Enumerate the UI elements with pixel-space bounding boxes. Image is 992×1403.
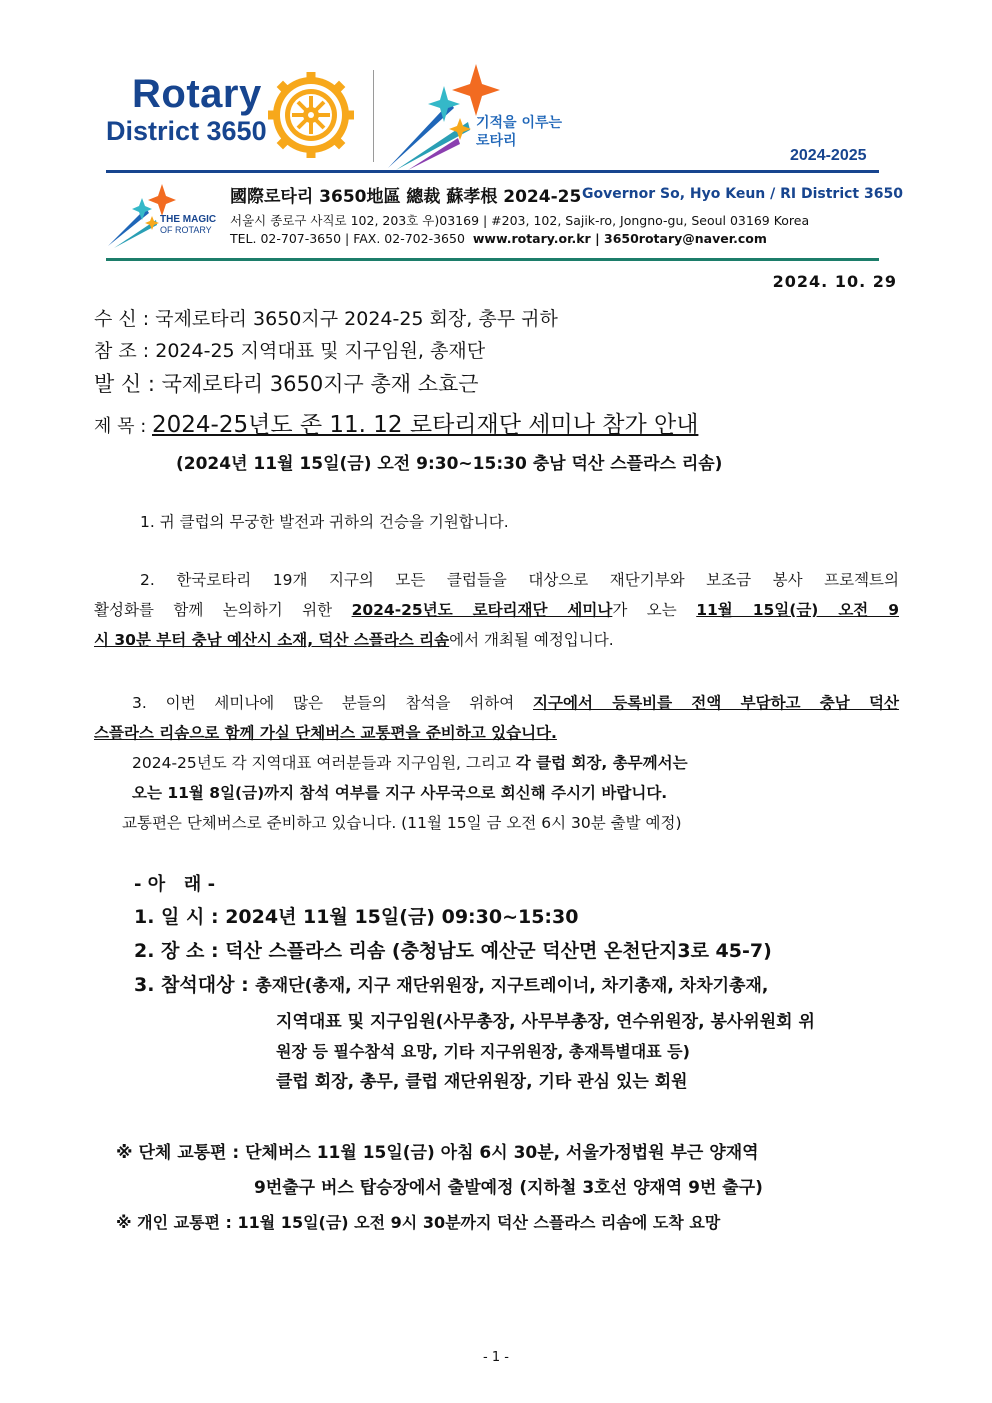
attendees-label: 3. 참석대상 : <box>134 974 256 996</box>
p2-l2-c: 가 오는 <box>612 601 697 619</box>
header-top-rule <box>106 170 879 173</box>
magic-line2: OF ROTARY <box>160 225 212 235</box>
subject-label: 제 목 : <box>94 416 153 437</box>
address: 서울시 종로구 사직로 102, 203호 우)03169 | #203, 102, Sajik-ro, Jongno-gu, Seoul 03169 Korea <box>230 213 810 228</box>
header-divider <box>373 70 374 162</box>
magic-line1: THE MAGIC <box>160 214 217 225</box>
group-transport-line2: 9번출구 버스 탑승장에서 출발예정 (지하철 3호선 양재역 9번 출구) <box>254 1178 763 1198</box>
p2-line2 <box>94 595 899 625</box>
p2-line1: 2. 한국로타리 19개 지구의 모든 클럽들을 대상으로 재단기부와 보조금 봉사 프로젝트의 <box>140 571 899 589</box>
phone-fax: TEL. 02-707-3650 | FAX. 02-702-3650 <box>230 231 465 246</box>
web-email: www.rotary.or.kr | 3650rotary@naver.com <box>472 231 767 246</box>
rotary-wheel-icon <box>268 72 354 158</box>
slogan-line1: 기적을 이루는 <box>476 115 563 131</box>
governor-name: Governor So, Hyo Keun / RI District 3650 <box>582 186 903 202</box>
p3-line5: 교통편은 단체버스로 준비하고 있습니다. (11월 15일 금 오전 6시 30분 출발 예정) <box>122 814 682 832</box>
subject-subtitle: (2024년 11월 15일(금) 오전 9:30~15:30 충남 덕산 스플라스 리솜) <box>176 454 723 474</box>
district-label: District 3650 <box>106 116 267 146</box>
p2-l2-a: 활성화를 함께 논의하기 위한 <box>94 601 352 619</box>
p3-l1-a: 3. 이번 세미나에 많은 분들의 참석을 위하여 <box>132 694 534 712</box>
magic-of-rotary-label <box>160 214 216 236</box>
doc-date: 2024. 10. 29 <box>772 272 897 291</box>
org-name: 國際로타리 3650地區 總裁 蘇孝根 2024-25 <box>230 187 582 207</box>
rotary-wordmark: Rotary <box>132 72 262 116</box>
item-attendees <box>134 970 768 997</box>
p2-l2-d: 11월 15일(금) 오전 9 <box>696 601 900 619</box>
below-heading: - 아 래 - <box>134 874 216 895</box>
header-bottom-rule <box>106 258 879 261</box>
paragraph-2 <box>94 565 899 655</box>
attendees-line3: 원장 등 필수참석 요망, 기타 지구위원장, 총재특별대표 등) <box>276 1042 690 1061</box>
reference: 참 조 : 2024-25 지역대표 및 지구임원, 총재단 <box>94 340 486 362</box>
paragraph-1: 1. 귀 클럽의 무궁한 발전과 귀하의 건승을 기원합니다. <box>140 513 509 531</box>
p3-line4: 오는 11월 8일(금)까지 참석 여부를 지구 사무국으로 회신해 주시기 바랍니다. <box>132 784 668 802</box>
attendees-more <box>276 1007 815 1097</box>
p3-line3 <box>94 748 899 778</box>
slogan-line2: 로타리 <box>476 133 517 149</box>
p3-l1-b: 지구에서 등록비를 전액 부담하고 충남 덕산 <box>533 694 899 712</box>
group-transport-line1: ※ 단체 교통편 : 단체버스 11월 15일(금) 아침 6시 30분, 서울가정법원 부근 양재역 <box>116 1143 759 1163</box>
contact-line <box>230 231 767 246</box>
slogan <box>476 114 562 150</box>
paragraph-3 <box>94 688 899 838</box>
attendees-line2: 지역대표 및 지구임원(사무총장, 사무부총장, 연수위원장, 봉사위원회 위 <box>276 1012 815 1032</box>
p3-l3-b: 각 클럽 회장, 총무께서는 <box>515 754 688 772</box>
item-datetime: 1. 일 시 : 2024년 11월 15일(금) 09:30~15:30 <box>134 906 579 928</box>
p2-l3-a: 시 30분 부터 충남 예산시 소재, 덕산 스플라스 리솜 <box>94 631 450 649</box>
p2-l3-b: 에서 개최될 예정입니다. <box>449 631 614 649</box>
item-location: 2. 장 소 : 덕산 스플라스 리솜 (충청남도 예산군 덕산면 온천단지3로 45-7) <box>134 940 772 962</box>
recipient: 수 신 : 국제로타리 3650지구 2024-25 회장, 총무 귀하 <box>94 308 558 330</box>
sender: 발 신 : 국제로타리 3650지구 총재 소효근 <box>94 372 479 396</box>
p2-line3 <box>94 625 899 655</box>
page-number: - 1 - <box>483 1350 509 1365</box>
year-tag: 2024-2025 <box>790 147 867 164</box>
p3-l3-a: 2024-25년도 각 지역대표 여러분들과 지구임원, 그리고 <box>132 754 516 772</box>
attendees-line1: 총재단(총재, 지구 재단위원장, 지구트레이너, 차기총재, 차차기총재, <box>255 976 769 996</box>
individual-transport: ※ 개인 교통편 : 11월 15일(금) 오전 9시 30분까지 덕산 스플라스 리솜에 도착 요망 <box>116 1213 721 1232</box>
subject-title: 2024-25년도 존 11. 12 로타리재단 세미나 참가 안내 <box>152 412 699 438</box>
p2-l2-b: 2024-25년도 로타리재단 세미나 <box>351 601 613 619</box>
p3-line2: 스플라스 리솜으로 함께 가실 단체버스 교통편을 준비하고 있습니다. <box>94 724 557 742</box>
subject-line <box>94 406 698 439</box>
attendees-line4: 클럽 회장, 총무, 클럽 재단위원장, 기타 관심 있는 회원 <box>276 1072 688 1092</box>
p3-line1 <box>94 688 899 718</box>
